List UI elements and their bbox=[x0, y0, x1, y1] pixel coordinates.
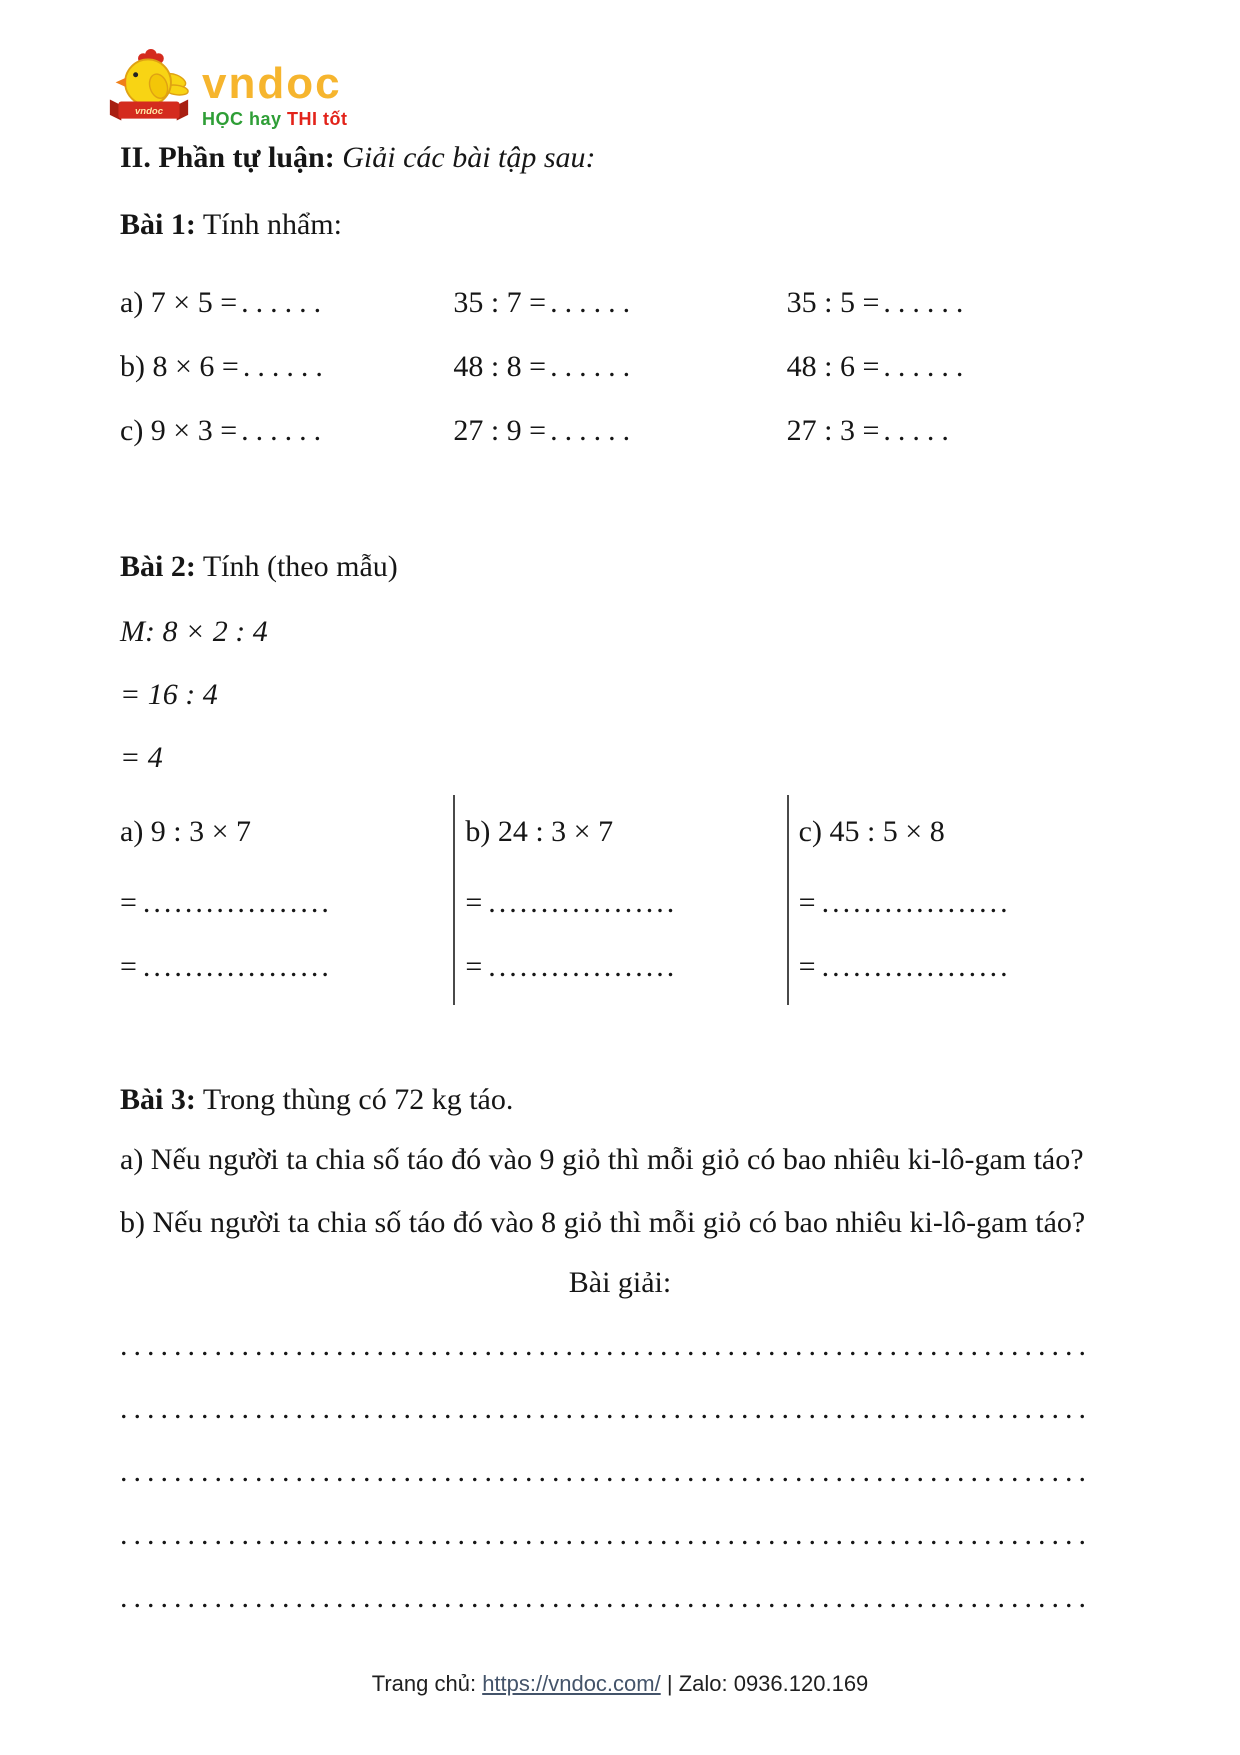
answer-blank-dots: .................. bbox=[821, 950, 1011, 983]
equals-sign: = bbox=[465, 950, 483, 983]
answer-blank-dots: .................. bbox=[488, 886, 678, 919]
logo-tagline-green: HỌC hay bbox=[202, 109, 282, 129]
exercise-1 bbox=[120, 208, 1120, 448]
answer-blank-dots: ...... bbox=[242, 350, 330, 383]
footer-separator: | bbox=[666, 1671, 673, 1696]
answer-blank-line bbox=[799, 950, 1120, 984]
example-line: M: 8 × 2 : 4 bbox=[120, 615, 268, 648]
math-cell bbox=[787, 286, 1120, 320]
exercise-1-grid bbox=[120, 286, 1120, 448]
math-expression: 48 : 8 = bbox=[453, 350, 547, 383]
exercise-3-question-b: b) Nếu người ta chia số táo đó vào 8 giỏ thì mỗi giỏ có bao nhiêu ki-lô-gam táo? bbox=[120, 1206, 1086, 1239]
answer-blank-line bbox=[120, 950, 453, 984]
solution-answer-area bbox=[120, 1329, 1120, 1615]
answer-blank-dots: ........................................................................ bbox=[120, 1455, 1092, 1488]
exercise-2-title bbox=[120, 550, 1120, 584]
answer-blank-line bbox=[799, 886, 1120, 920]
solution-heading: Bài giải: bbox=[568, 1266, 672, 1299]
exercise-2 bbox=[120, 550, 1120, 1005]
equals-sign: = bbox=[120, 950, 137, 983]
math-cell bbox=[120, 286, 453, 320]
math-cell bbox=[787, 350, 1120, 384]
logo-tagline bbox=[202, 109, 348, 130]
answer-blank-line bbox=[120, 886, 453, 920]
math-cell bbox=[787, 414, 1120, 448]
example-line: = 16 : 4 bbox=[120, 678, 218, 711]
answer-blank-dots: .................. bbox=[142, 886, 332, 919]
section-heading-bold: II. Phần tự luận: bbox=[120, 141, 335, 174]
math-cell bbox=[120, 414, 453, 448]
math-cell bbox=[453, 350, 786, 384]
equals-sign: = bbox=[465, 886, 483, 919]
logo-banner-text: vndoc bbox=[134, 105, 164, 117]
exercise-2-title-bold: Bài 2: bbox=[120, 550, 196, 583]
answer-blank-dots: ...... bbox=[550, 286, 638, 319]
logo-text-block bbox=[202, 48, 348, 130]
exercise-1-title-rest: Tính nhẩm: bbox=[202, 208, 342, 241]
answer-blank-dots: ...... bbox=[883, 350, 971, 383]
section-heading-italic: Giải các bài tập sau: bbox=[342, 141, 596, 174]
answer-blank-dots: ........................................................................ bbox=[120, 1518, 1092, 1551]
homepage-link[interactable]: https://vndoc.com/ bbox=[482, 1671, 661, 1696]
answer-blank-dots: ...... bbox=[883, 286, 971, 319]
logo-tagline-red: THI tốt bbox=[287, 109, 348, 129]
answer-blank-dots: ........................................................................ bbox=[120, 1329, 1092, 1362]
exercise-2-column-c bbox=[787, 795, 1120, 1005]
vndoc-logo bbox=[106, 48, 348, 132]
answer-blank-dots: ........................................................................ bbox=[120, 1392, 1092, 1425]
math-expression: 35 : 7 = bbox=[453, 286, 547, 319]
math-cell bbox=[453, 414, 786, 448]
equals-sign: = bbox=[798, 950, 816, 983]
answer-blank-dots: ...... bbox=[241, 286, 329, 319]
example-line: = 4 bbox=[120, 741, 163, 774]
answer-blank-dots: .................. bbox=[142, 950, 332, 983]
math-expression: c) 45 : 5 × 8 bbox=[798, 815, 945, 848]
exercise-2-column-b bbox=[453, 795, 786, 1005]
math-expression: b) 24 : 3 × 7 bbox=[465, 815, 614, 848]
exercise-2-title-rest: Tính (theo mẫu) bbox=[202, 550, 398, 583]
answer-line bbox=[120, 1455, 1120, 1489]
math-expression: b) 8 × 6 = bbox=[120, 350, 239, 383]
answer-line bbox=[120, 1518, 1120, 1552]
math-expression: 27 : 3 = bbox=[786, 414, 880, 447]
exercise-2-grid bbox=[120, 795, 1120, 1005]
answer-blank-line bbox=[465, 950, 786, 984]
math-expression: a) 7 × 5 = bbox=[120, 286, 238, 319]
page-footer bbox=[0, 1671, 1240, 1697]
answer-blank-dots: ........................................................................ bbox=[120, 1581, 1092, 1614]
answer-blank-dots: ...... bbox=[550, 414, 638, 447]
math-expression: c) 9 × 3 = bbox=[120, 414, 238, 447]
equals-sign: = bbox=[798, 886, 816, 919]
math-cell bbox=[120, 350, 453, 384]
exercise-2-column-a bbox=[120, 795, 453, 1005]
answer-line bbox=[120, 1581, 1120, 1615]
logo-wordmark: vndoc bbox=[202, 59, 342, 108]
answer-blank-dots: .................. bbox=[821, 886, 1011, 919]
exercise-3-title-rest: Trong thùng có 72 kg táo. bbox=[202, 1083, 514, 1116]
exercise-1-title bbox=[120, 208, 1120, 242]
exercise-3-title bbox=[120, 1083, 1120, 1117]
answer-blank-dots: ..... bbox=[883, 414, 956, 447]
answer-line bbox=[120, 1329, 1120, 1363]
answer-line bbox=[120, 1392, 1120, 1426]
exercise-3-question-a: a) Nếu người ta chia số táo đó vào 9 giỏ thì mỗi giỏ có bao nhiêu ki-lô-gam táo? bbox=[120, 1143, 1084, 1176]
answer-blank-dots: .................. bbox=[488, 950, 678, 983]
answer-blank-line bbox=[465, 886, 786, 920]
math-expression: a) 9 : 3 × 7 bbox=[120, 815, 252, 848]
exercise-3-title-bold: Bài 3: bbox=[120, 1083, 196, 1116]
equals-sign: = bbox=[120, 886, 137, 919]
math-expression: 35 : 5 = bbox=[786, 286, 880, 319]
footer-prefix: Trang chủ: bbox=[371, 1671, 477, 1696]
section-heading bbox=[120, 141, 596, 175]
answer-blank-dots: ...... bbox=[550, 350, 638, 383]
exercise-3 bbox=[120, 1083, 1120, 1615]
math-expression: 27 : 9 = bbox=[453, 414, 547, 447]
math-expression: 48 : 6 = bbox=[786, 350, 880, 383]
vndoc-chicken-icon bbox=[106, 48, 192, 132]
math-cell bbox=[453, 286, 786, 320]
answer-blank-dots: ...... bbox=[241, 414, 329, 447]
exercise-1-title-bold: Bài 1: bbox=[120, 208, 196, 241]
footer-zalo: Zalo: 0936.120.169 bbox=[678, 1671, 869, 1696]
